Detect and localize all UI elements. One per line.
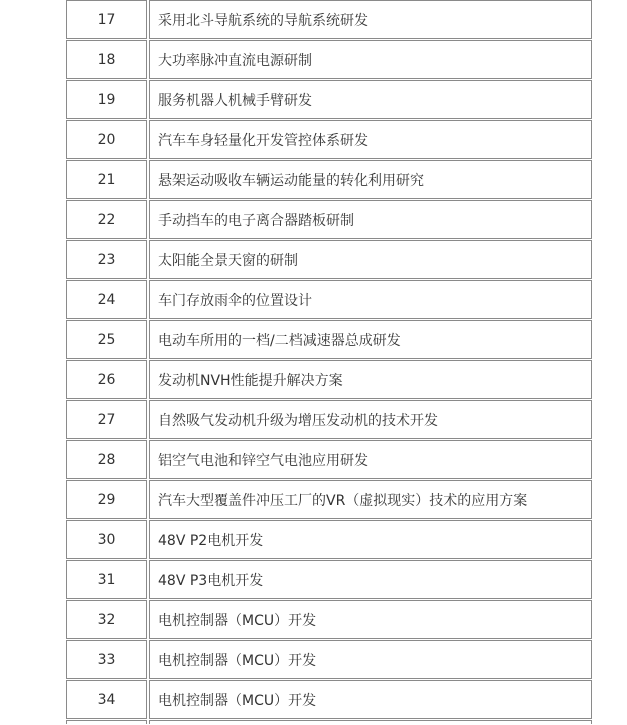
table-row [65, 119, 592, 159]
table-row [65, 679, 592, 719]
project-name-cell: 车门存放雨伞的位置设计 [149, 280, 592, 319]
row-number-cell: 30 [66, 520, 147, 559]
table-row [65, 0, 592, 39]
project-name-cell: 采用北斗导航系统的导航系统研发 [149, 0, 592, 39]
project-name-cell: 大功率脉冲直流电源研制 [149, 40, 592, 79]
row-name-cell-partial [149, 720, 592, 724]
table-row [65, 519, 592, 559]
row-number-cell: 17 [66, 0, 147, 39]
row-number-cell-partial [66, 720, 147, 724]
table-row [65, 79, 592, 119]
row-number-cell: 21 [66, 160, 147, 199]
project-name-cell: 48V P2电机开发 [149, 520, 592, 559]
project-name-cell: 服务机器人机械手臂研发 [149, 80, 592, 119]
project-name-cell: 手动挡车的电子离合器踏板研制 [149, 200, 592, 239]
project-name-cell: 电机控制器（MCU）开发 [149, 600, 592, 639]
project-name-cell: 电动车所用的一档/二档减速器总成研发 [149, 320, 592, 359]
row-number-cell: 22 [66, 200, 147, 239]
project-name-cell: 48V P3电机开发 [149, 560, 592, 599]
table-row [65, 599, 592, 639]
row-number-cell: 25 [66, 320, 147, 359]
project-table [65, 0, 592, 723]
row-number-cell: 20 [66, 120, 147, 159]
table-row [65, 559, 592, 599]
row-number-cell: 23 [66, 240, 147, 279]
project-name-cell: 铝空气电池和锌空气电池应用研发 [149, 440, 592, 479]
row-number-cell: 26 [66, 360, 147, 399]
project-name-cell: 悬架运动吸收车辆运动能量的转化利用研究 [149, 160, 592, 199]
table-row [65, 319, 592, 359]
table-row-partial [65, 719, 592, 723]
row-number-cell: 19 [66, 80, 147, 119]
table-row [65, 199, 592, 239]
row-number-cell: 28 [66, 440, 147, 479]
row-number-cell: 18 [66, 40, 147, 79]
project-name-cell: 电机控制器（MCU）开发 [149, 680, 592, 719]
project-name-cell: 电机控制器（MCU）开发 [149, 640, 592, 679]
row-number-cell: 31 [66, 560, 147, 599]
table-row [65, 279, 592, 319]
table-row [65, 639, 592, 679]
project-name-cell: 发动机NVH性能提升解决方案 [149, 360, 592, 399]
table-row [65, 39, 592, 79]
table-row [65, 479, 592, 519]
row-number-cell: 34 [66, 680, 147, 719]
table-body [65, 0, 592, 719]
project-name-cell: 自然吸气发动机升级为增压发动机的技术开发 [149, 400, 592, 439]
row-number-cell: 29 [66, 480, 147, 519]
table-row [65, 439, 592, 479]
project-name-cell: 汽车车身轻量化开发管控体系研发 [149, 120, 592, 159]
row-number-cell: 32 [66, 600, 147, 639]
table-row [65, 239, 592, 279]
project-name-cell: 汽车大型覆盖件冲压工厂的VR（虚拟现实）技术的应用方案 [149, 480, 592, 519]
row-number-cell: 24 [66, 280, 147, 319]
row-number-cell: 33 [66, 640, 147, 679]
row-number-cell: 27 [66, 400, 147, 439]
table-row [65, 399, 592, 439]
table-row [65, 359, 592, 399]
project-name-cell: 太阳能全景天窗的研制 [149, 240, 592, 279]
table-row [65, 159, 592, 199]
